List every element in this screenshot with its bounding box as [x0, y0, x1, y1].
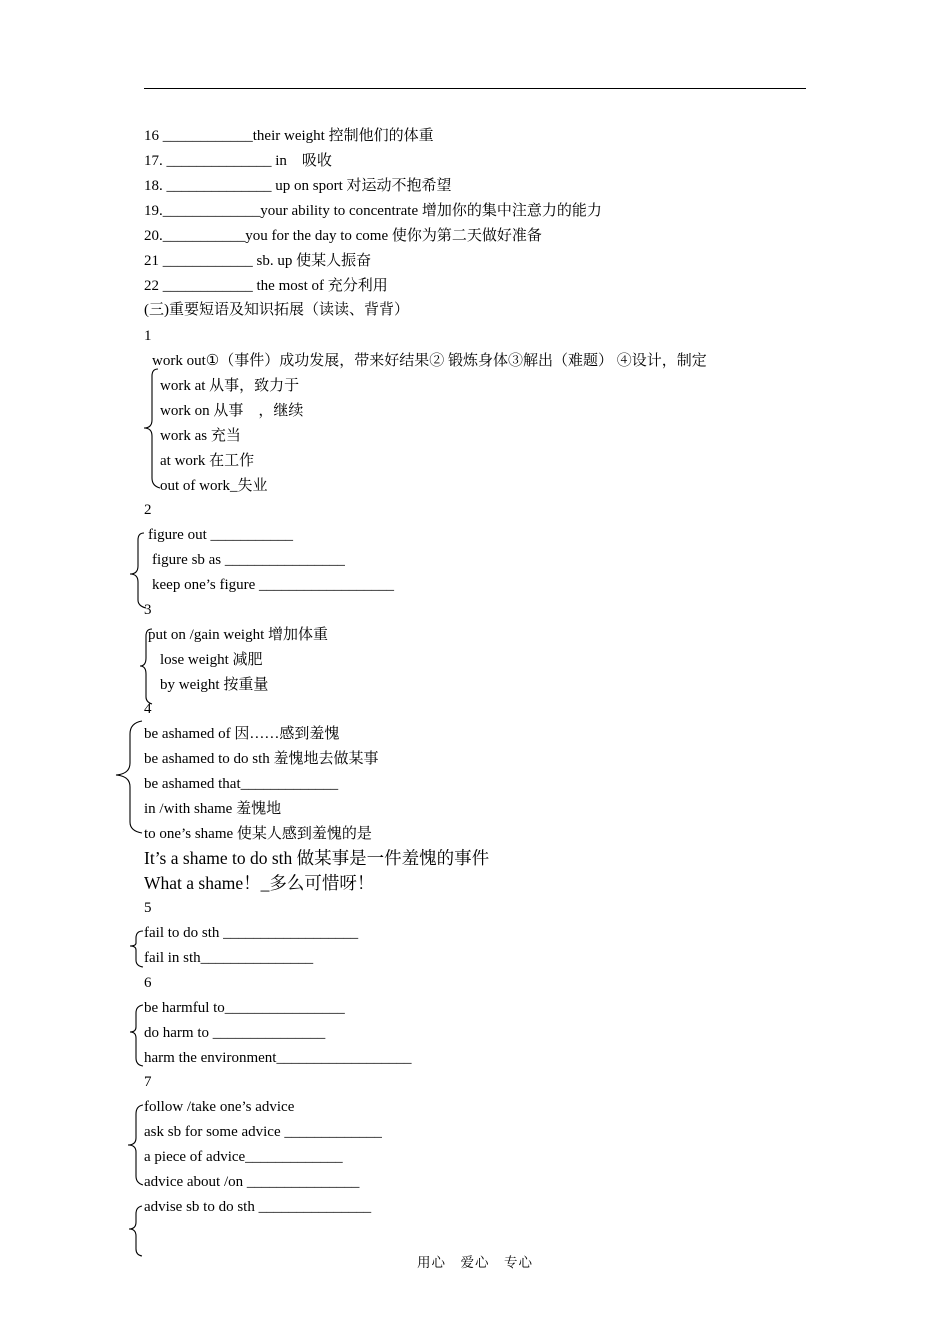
phrase-ashamed-to: be ashamed to do sth 羞愧地去做某事: [144, 751, 379, 767]
section-heading: (三)重要短语及知识拓展（读读、背背）: [144, 302, 409, 318]
phrase-at-work: at work 在工作: [160, 453, 255, 469]
item-18: 18. ______________ up on sport 对运动不抱希望: [144, 178, 452, 194]
phrase-out-of-work: out of work_失业: [160, 478, 268, 494]
phrase-what-a-shame: What a shame！_多么可惜呀！: [144, 873, 375, 893]
phrase-figure-sb-as: figure sb as ________________: [152, 552, 345, 568]
phrase-ashamed-of: be ashamed of 因……感到羞愧: [144, 726, 340, 742]
brace-group-7: [128, 1105, 143, 1185]
group-number-6: 6: [144, 975, 152, 991]
brace-group-6: [130, 1005, 143, 1066]
phrase-harmful-to: be harmful to________________: [144, 1000, 345, 1016]
phrase-advice-about: advice about /on _______________: [144, 1174, 360, 1190]
phrase-harm-environment: harm the environment__________________: [144, 1050, 412, 1066]
item-21: 21 ____________ sb. up 使某人振奋: [144, 253, 372, 269]
group-number-3: 3: [144, 602, 152, 618]
item-20: 20.___________you for the day to come 使你为第二天做好准备: [144, 228, 542, 244]
phrase-fail-in: fail in sth_______________: [144, 950, 314, 966]
phrase-follow-advice: follow /take one’s advice: [144, 1099, 295, 1115]
group-number-2: 2: [144, 502, 152, 518]
brace-group-4: [116, 721, 142, 833]
page-footer: 用心 爱心 专心: [417, 1255, 533, 1270]
item-16: 16 ____________their weight 控制他们的体重: [144, 128, 434, 144]
phrase-its-a-shame: It’s a shame to do sth 做某事是一件羞愧的事件: [144, 848, 490, 868]
item-17: 17. ______________ in 吸收: [144, 153, 332, 169]
brace-group-8: [129, 1206, 142, 1256]
phrase-do-harm-to: do harm to _______________: [144, 1025, 326, 1041]
group-number-5: 5: [144, 900, 152, 916]
phrase-put-on-weight: put on /gain weight 增加体重: [148, 627, 328, 643]
group-number-1: 1: [144, 328, 152, 344]
phrase-lose-weight: lose weight 减肥: [160, 652, 263, 668]
phrase-figure-out: figure out ___________: [148, 527, 293, 543]
phrase-ashamed-that: be ashamed that_____________: [144, 776, 339, 792]
brace-group-2: [130, 533, 146, 608]
phrase-advise-sb: advise sb to do sth _______________: [144, 1199, 372, 1215]
phrase-with-shame: in /with shame 羞愧地: [144, 801, 282, 817]
phrase-work-at: work at 从事，致力于: [160, 378, 300, 394]
phrase-work-on: work on 从事 ，继续: [160, 403, 304, 419]
brace-group-1: [144, 369, 160, 488]
phrase-work-out: work out①（事件）成功发展，带来好结果② 锻炼身体③解出（难题） ④设计，制定: [152, 353, 707, 369]
header-rule: [144, 88, 806, 89]
group-number-7: 7: [144, 1074, 152, 1090]
item-22: 22 ____________ the most of 充分利用: [144, 278, 388, 294]
phrase-work-as: work as 充当: [160, 428, 241, 444]
phrase-fail-to: fail to do sth __________________: [144, 925, 359, 941]
item-19: 19._____________your ability to concentrate 增加你的集中注意力的能力: [144, 203, 602, 219]
brace-group-5: [130, 931, 143, 967]
phrase-piece-of-advice: a piece of advice_____________: [144, 1149, 343, 1165]
group-number-4: 4: [144, 701, 152, 717]
phrase-keep-figure: keep one’s figure __________________: [152, 577, 395, 593]
phrase-by-weight: by weight 按重量: [160, 677, 269, 693]
phrase-ask-for-advice: ask sb for some advice _____________: [144, 1124, 382, 1140]
phrase-to-ones-shame: to one’s shame 使某人感到羞愧的是: [144, 826, 372, 842]
